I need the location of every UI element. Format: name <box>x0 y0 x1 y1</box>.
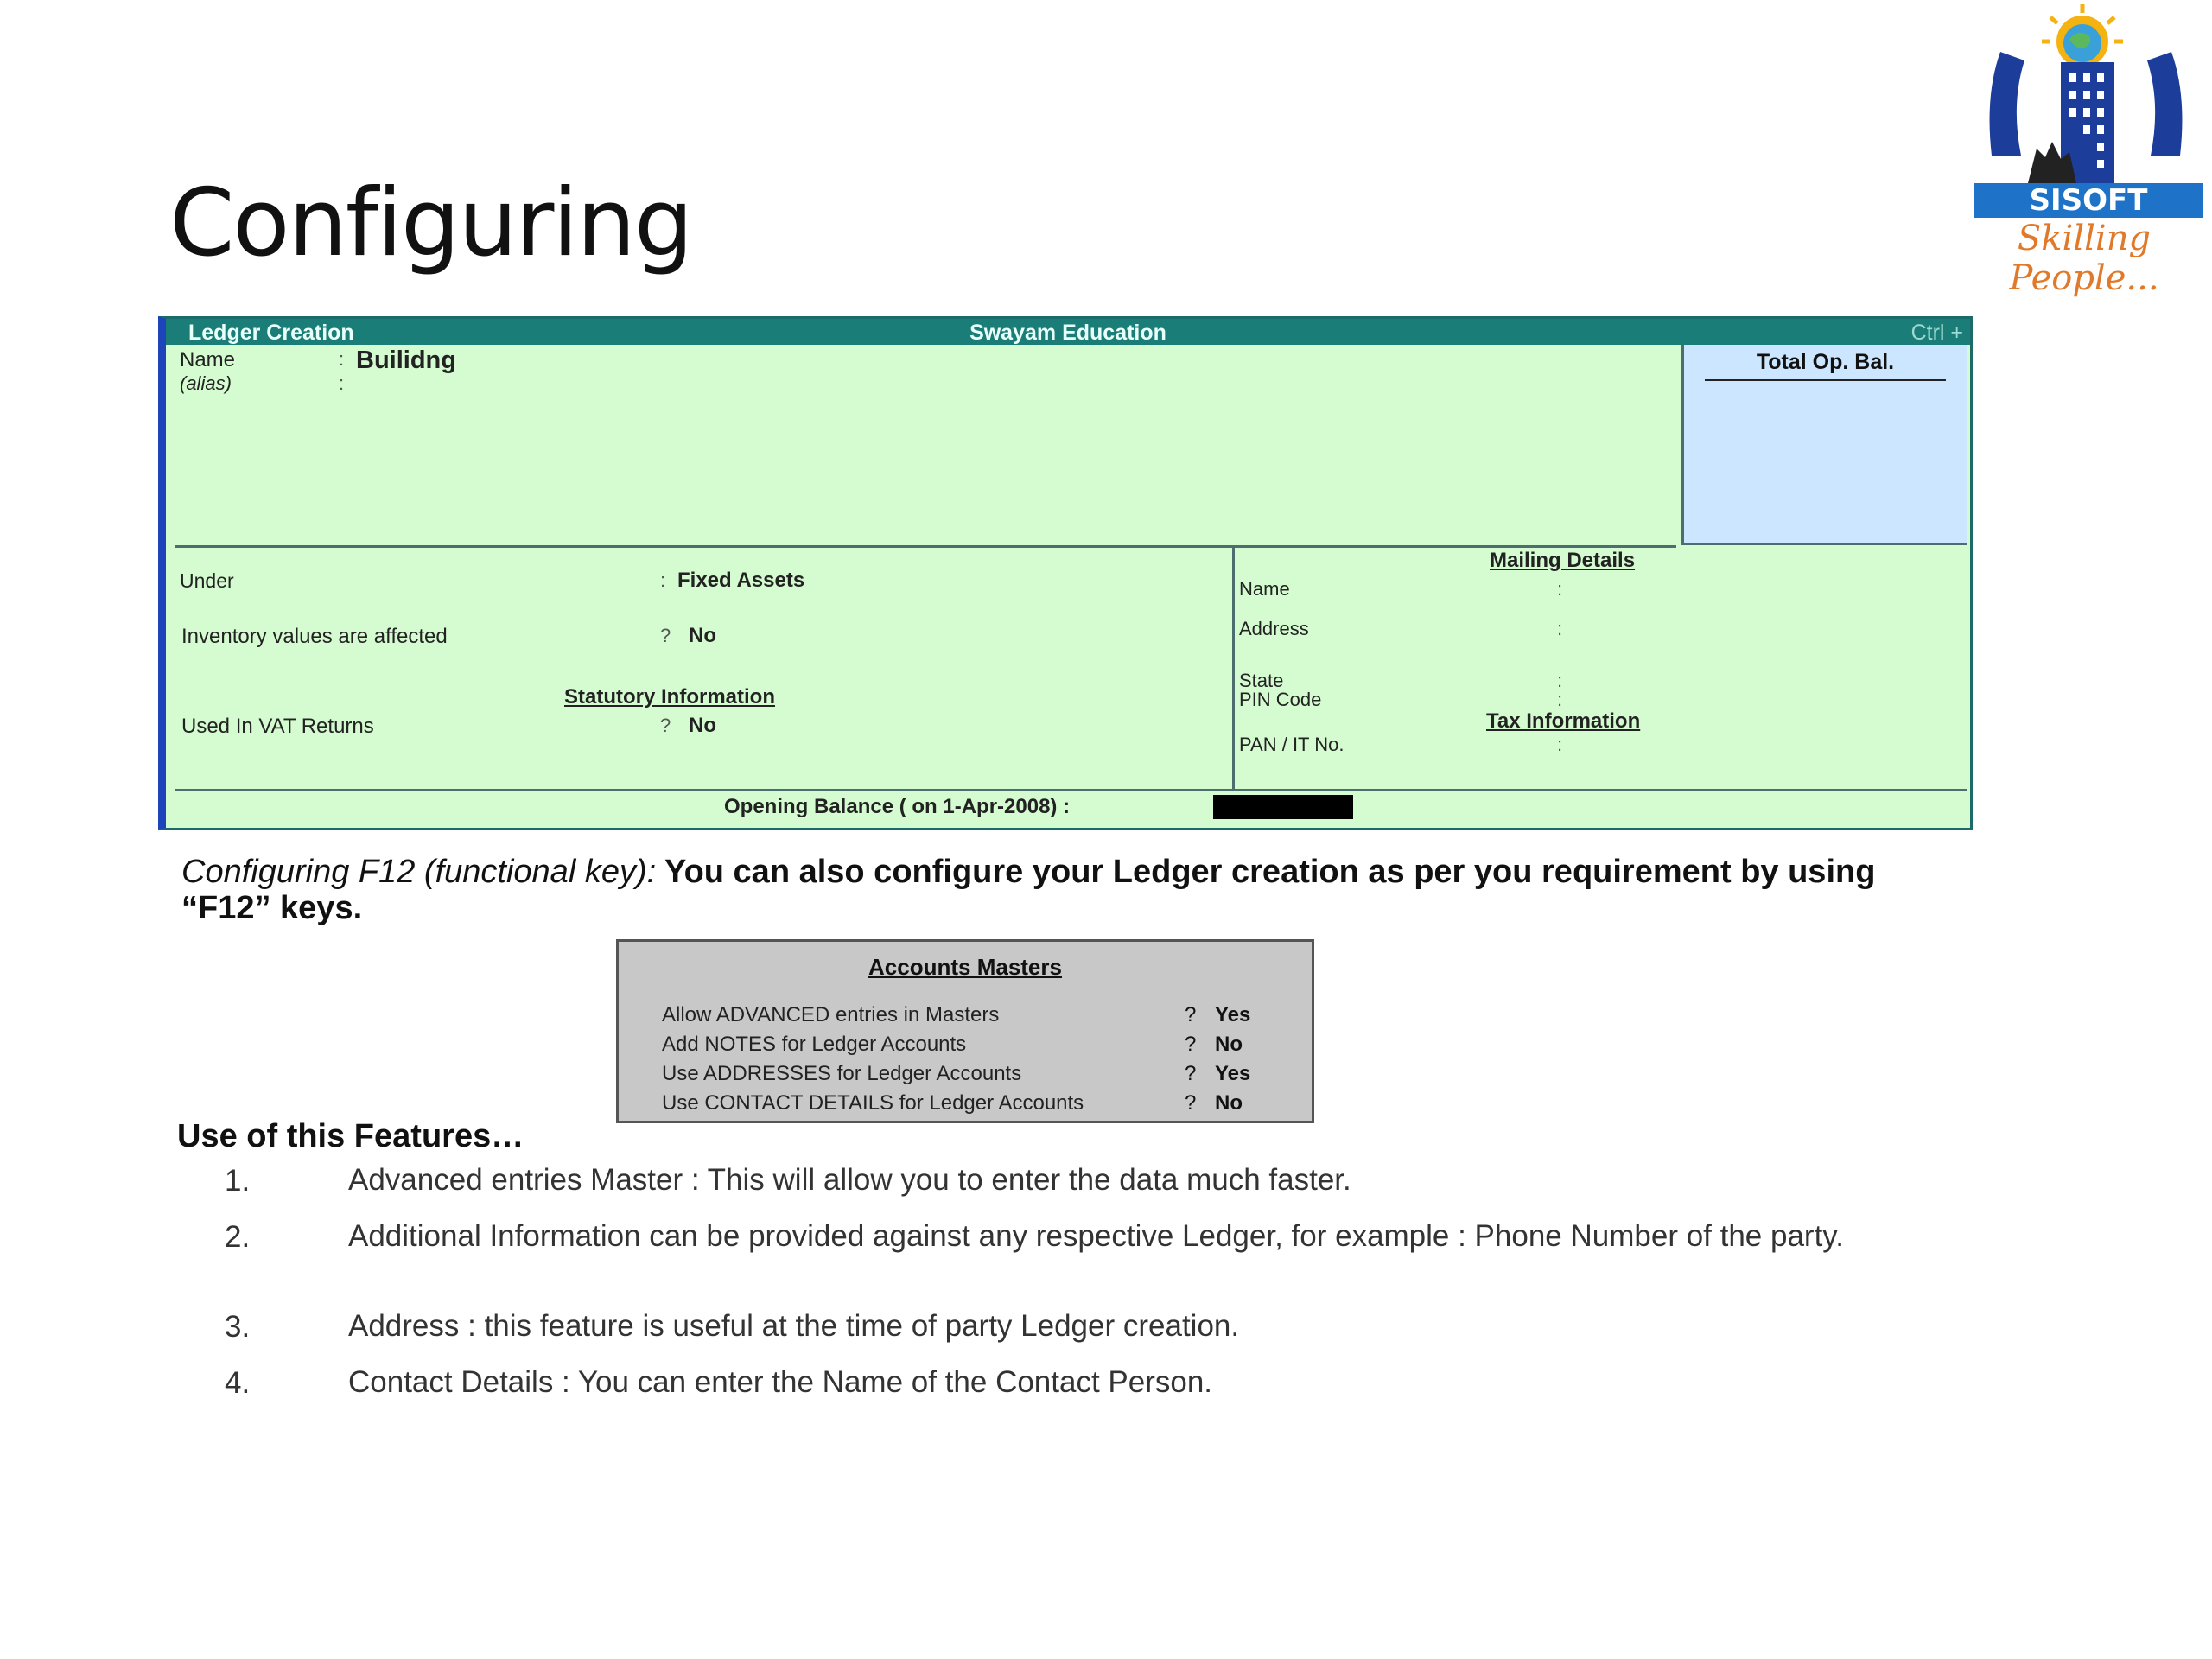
masters-row-label: Allow ADVANCED entries in Masters <box>662 1003 1000 1027</box>
alias-label: (alias) <box>180 372 232 394</box>
ledger-creation-screen <box>158 316 1973 830</box>
inventory-label: Inventory values are affected <box>181 625 448 648</box>
masters-row-value[interactable]: Yes <box>1215 1062 1251 1085</box>
list-item-number: 1. <box>225 1164 251 1198</box>
list-item-number: 2. <box>225 1220 251 1254</box>
mail-state-label: State <box>1239 670 1284 691</box>
masters-row-question: ? <box>1185 1033 1197 1056</box>
list-item-text: Advanced entries Master : This will allow you to enter the data much faster. <box>348 1163 1351 1197</box>
masters-row-value[interactable]: No <box>1215 1033 1243 1056</box>
vat-label: Used In VAT Returns <box>181 715 374 738</box>
name-label: Name <box>180 348 236 372</box>
f12-description <box>181 854 1910 926</box>
mailing-heading: Mailing Details <box>1490 549 1636 572</box>
name-colon: : <box>339 348 345 370</box>
divider <box>175 789 1967 791</box>
slide-title: Configuring <box>169 169 692 277</box>
f12-description-text: You can also configure your Ledger creation as per you requirement by using “F12” keys. <box>181 854 1876 926</box>
mail-state-colon: : <box>1557 670 1563 691</box>
masters-row-label: Use ADDRESSES for Ledger Accounts <box>662 1062 1022 1085</box>
mail-address-colon: : <box>1557 618 1563 639</box>
total-op-bal-heading: Total Op. Bal. <box>1756 350 1895 374</box>
masters-row-label: Add NOTES for Ledger Accounts <box>662 1033 967 1056</box>
name-field[interactable]: Builidng <box>356 346 456 374</box>
mail-pin-colon: : <box>1557 689 1563 710</box>
logo-tagline: Skilling People... <box>2009 219 2159 298</box>
sun-icon <box>2042 4 2123 67</box>
masters-row-label: Use CONTACT DETAILS for Ledger Accounts <box>662 1091 1084 1115</box>
masters-row-value[interactable]: Yes <box>1215 1003 1251 1027</box>
divider <box>175 545 1676 548</box>
vat-field[interactable]: No <box>689 714 716 737</box>
under-colon: : <box>660 569 666 591</box>
divider <box>1232 545 1235 789</box>
masters-row-value[interactable]: No <box>1215 1091 1243 1115</box>
pan-colon: : <box>1557 734 1563 755</box>
list-item-number: 4. <box>225 1366 251 1400</box>
mail-address-label: Address <box>1239 618 1309 639</box>
total-op-bal-underline <box>1705 379 1946 381</box>
masters-row-question: ? <box>1185 1003 1197 1027</box>
vat-question: ? <box>660 715 671 736</box>
ledger-title-bar <box>166 319 1970 345</box>
logo-brand-text: SISOFT <box>2029 183 2148 218</box>
tax-heading: Tax Information <box>1486 709 1641 733</box>
list-item-text: Additional Information can be provided against any respective Ledger, for example : Phone Number of the party. <box>348 1219 1844 1253</box>
f12-description-italic: Configuring F12 (functional key): <box>181 854 657 890</box>
under-label: Under <box>180 569 234 592</box>
masters-row-question: ? <box>1185 1062 1197 1085</box>
accounts-masters-title: Accounts Masters <box>868 954 1062 980</box>
pan-label: PAN / IT No. <box>1239 734 1344 755</box>
list-item-number: 3. <box>225 1310 251 1344</box>
inventory-field[interactable]: No <box>689 624 716 647</box>
mail-name-colon: : <box>1557 578 1563 600</box>
under-field[interactable]: Fixed Assets <box>677 569 805 592</box>
total-op-bal-panel <box>1681 345 1967 545</box>
list-item-text: Address : this feature is useful at the time of party Ledger creation. <box>348 1309 1240 1343</box>
mail-name-label: Name <box>1239 578 1290 600</box>
company-name: Swayam Education <box>969 321 1166 345</box>
masters-row-question: ? <box>1185 1091 1197 1115</box>
alias-colon: : <box>339 372 345 394</box>
accounts-masters-dialog <box>616 939 1314 1123</box>
opening-balance-label: Opening Balance ( on 1-Apr-2008) : <box>724 795 1071 818</box>
ctrl-hint: Ctrl + <box>1910 321 1963 345</box>
opening-balance-field[interactable] <box>1213 795 1353 819</box>
inventory-question: ? <box>660 625 671 646</box>
list-item-text: Contact Details : You can enter the Name of the Contact Person. <box>348 1365 1213 1399</box>
statutory-heading: Statutory Information <box>564 685 775 709</box>
features-heading: Use of this Features… <box>177 1118 524 1154</box>
ledger-title: Ledger Creation <box>188 321 354 345</box>
mail-pin-label: PIN Code <box>1239 689 1322 710</box>
